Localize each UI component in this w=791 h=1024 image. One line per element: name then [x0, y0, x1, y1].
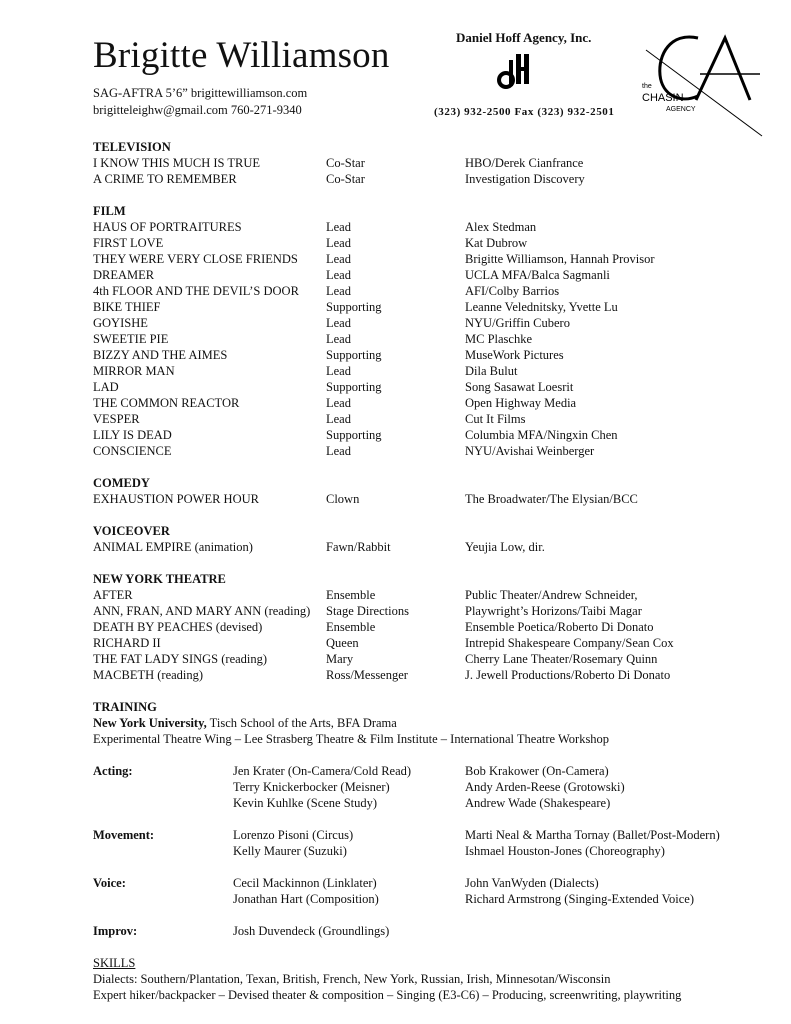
credit-production: Playwright’s Horizons/Taibi Magar — [465, 604, 642, 618]
training-row — [93, 779, 773, 795]
training-teacher: Andrew Wade (Shakespeare) — [465, 796, 611, 810]
credit-row — [93, 603, 773, 619]
credit-title: AFTER — [93, 588, 133, 602]
credit-role: Lead — [326, 252, 351, 266]
credit-title: MIRROR MAN — [93, 364, 175, 378]
credit-title: RICHARD II — [93, 636, 161, 650]
training-row — [93, 891, 773, 907]
credit-production: Open Highway Media — [465, 396, 577, 410]
training-row — [93, 923, 773, 939]
credit-production: NYU/Avishai Weinberger — [465, 444, 595, 458]
credit-production: Cherry Lane Theater/Rosemary Quinn — [465, 652, 658, 666]
credit-row — [93, 427, 773, 443]
credit-role: Lead — [326, 268, 351, 282]
credit-role: Lead — [326, 332, 351, 346]
credit-production: Leanne Velednitsky, Yvette Lu — [465, 300, 618, 314]
training-teacher: Ishmael Houston-Jones (Choreography) — [465, 844, 665, 858]
credit-title: HAUS OF PORTRAITURES — [93, 220, 242, 234]
training-teacher: Jen Krater (On-Camera/Cold Read) — [233, 764, 412, 778]
ca-the-text: the — [642, 83, 652, 90]
credit-role: Co-Star — [326, 172, 365, 186]
credit-production: Public Theater/Andrew Schneider, — [465, 588, 638, 602]
credit-role: Co-Star — [326, 156, 365, 170]
credit-row — [93, 491, 773, 507]
skills-dialects: Dialects: Southern/Plantation, Texan, British, French, New York, Russian, Irish, Minnesotan/Wisconsin — [93, 972, 611, 986]
credit-title: THE COMMON REACTOR — [93, 396, 240, 410]
skills-other: Expert hiker/backpacker – Devised theater & composition – Singing (E3-C6) – Producing, screenwriting, playwriting — [93, 988, 682, 1002]
credit-role: Clown — [326, 492, 360, 506]
credit-role: Lead — [326, 364, 351, 378]
training-teacher: Jonathan Hart (Composition) — [233, 892, 379, 906]
credit-row — [93, 395, 773, 411]
credit-role: Lead — [326, 444, 351, 458]
training-teacher: Andy Arden-Reese (Grotowski) — [465, 780, 625, 794]
credit-row — [93, 331, 773, 347]
training-heading: TRAINING — [93, 700, 157, 714]
credit-row — [93, 379, 773, 395]
section-heading: NEW YORK THEATRE — [93, 572, 226, 586]
credit-title: LAD — [93, 380, 119, 394]
credit-row — [93, 363, 773, 379]
training-groups — [93, 763, 773, 955]
credit-title: ANIMAL EMPIRE (animation) — [93, 540, 253, 554]
credit-title: THE FAT LADY SINGS (reading) — [93, 652, 268, 666]
credit-production: The Broadwater/The Elysian/BCC — [465, 492, 638, 506]
training-category: Improv: — [93, 924, 138, 938]
credit-role: Queen — [326, 636, 359, 650]
credit-production: Kat Dubrow — [465, 236, 528, 250]
credit-role: Lead — [326, 236, 351, 250]
credit-title: SWEETIE PIE — [93, 332, 169, 346]
credit-production: Investigation Discovery — [465, 172, 585, 186]
credit-production: Song Sasawat Loesrit — [465, 380, 574, 394]
credit-row — [93, 283, 773, 299]
credit-role: Lead — [326, 412, 351, 426]
training-programs: Experimental Theatre Wing – Lee Strasberg Theatre & Film Institute – International Theatre Workshop — [93, 732, 610, 746]
training-teacher: Kevin Kuhlke (Scene Study) — [233, 796, 378, 810]
credit-title: BIKE THIEF — [93, 300, 161, 314]
section-heading: VOICEOVER — [93, 524, 170, 538]
training-category: Acting: — [93, 764, 133, 778]
credit-role: Lead — [326, 284, 351, 298]
credit-role: Supporting — [326, 300, 382, 314]
credit-role: Ross/Messenger — [326, 668, 408, 682]
credit-row — [93, 235, 773, 251]
credit-production: HBO/Derek Cianfrance — [465, 156, 584, 170]
credit-title: LILY IS DEAD — [93, 428, 172, 442]
daniel-hoff-logo — [496, 52, 530, 97]
training-row — [93, 763, 773, 779]
credit-title: EXHAUSTION POWER HOUR — [93, 492, 259, 506]
credit-row — [93, 411, 773, 427]
credit-title: VESPER — [93, 412, 140, 426]
credit-production: Brigitte Williamson, Hannah Provisor — [465, 252, 655, 266]
credit-role: Supporting — [326, 348, 382, 362]
credit-production: Alex Stedman — [465, 220, 537, 234]
credit-production: AFI/Colby Barrios — [465, 284, 560, 298]
credit-title: I KNOW THIS MUCH IS TRUE — [93, 156, 261, 170]
credit-row — [93, 619, 773, 635]
credit-row — [93, 315, 773, 331]
section-heading: COMEDY — [93, 476, 150, 490]
credit-role: Mary — [326, 652, 354, 666]
credit-row — [93, 267, 773, 283]
ca-chasin-text: CHASIN — [642, 92, 684, 104]
agency-name: Daniel Hoff Agency, Inc. — [456, 30, 592, 45]
ca-agency-text: AGENCY — [666, 106, 696, 113]
actor-name: Brigitte Williamson — [93, 35, 390, 76]
credit-role: Ensemble — [326, 620, 376, 634]
credit-row — [93, 651, 773, 667]
training-teacher: Marti Neal & Martha Tornay (Ballet/Post-Modern) — [465, 828, 720, 842]
credits-list — [93, 139, 773, 699]
credit-role: Fawn/Rabbit — [326, 540, 391, 554]
credit-title: MACBETH (reading) — [93, 668, 204, 682]
credit-production: UCLA MFA/Balca Sagmanli — [465, 268, 610, 282]
credit-title: ANN, FRAN, AND MARY ANN (reading) — [93, 604, 311, 618]
chasin-agency-logo — [640, 30, 770, 145]
credit-production: Cut It Films — [465, 412, 526, 426]
credit-row — [93, 443, 773, 459]
credit-role: Lead — [326, 220, 351, 234]
credit-role: Lead — [326, 316, 351, 330]
credit-title: DEATH BY PEACHES (devised) — [93, 620, 263, 634]
credit-title: FIRST LOVE — [93, 236, 164, 250]
training-teacher: Terry Knickerbocker (Meisner) — [233, 780, 390, 794]
credit-production: Yeujia Low, dir. — [465, 540, 545, 554]
credit-row — [93, 219, 773, 235]
credit-production: J. Jewell Productions/Roberto Di Donato — [465, 668, 671, 682]
training-row — [93, 875, 773, 891]
credit-production: Ensemble Poetica/Roberto Di Donato — [465, 620, 654, 634]
union-height-website: SAG-AFTRA 5’6” brigittewilliamson.com — [93, 86, 308, 100]
credit-production: MuseWork Pictures — [465, 348, 564, 362]
credit-production: MC Plaschke — [465, 332, 533, 346]
credit-row — [93, 251, 773, 267]
credit-title: GOYISHE — [93, 316, 148, 330]
training-teacher: John VanWyden (Dialects) — [465, 876, 599, 890]
credit-row — [93, 171, 773, 187]
credit-row — [93, 539, 773, 555]
credit-row — [93, 347, 773, 363]
training-school-bold: New York University, — [93, 716, 207, 730]
training-teacher: Bob Krakower (On-Camera) — [465, 764, 609, 778]
credit-title: THEY WERE VERY CLOSE FRIENDS — [93, 252, 298, 266]
credit-role: Supporting — [326, 428, 382, 442]
credit-row — [93, 155, 773, 171]
credit-title: CONSCIENCE — [93, 444, 172, 458]
training-teacher: Richard Armstrong (Singing-Extended Voice) — [465, 892, 695, 906]
credit-title: BIZZY AND THE AIMES — [93, 348, 228, 362]
credit-title: A CRIME TO REMEMBER — [93, 172, 237, 186]
agency-phone: (323) 932-2500 Fax (323) 932-2501 — [434, 106, 615, 118]
email-phone: brigitteleighw@gmail.com 760-271-9340 — [93, 103, 302, 117]
skills-heading: SKILLS — [93, 956, 136, 970]
training-row — [93, 843, 773, 859]
training-category: Voice: — [93, 876, 126, 890]
training-teacher: Cecil Mackinnon (Linklater) — [233, 876, 377, 890]
credit-production: Dila Bulut — [465, 364, 518, 378]
training-row — [93, 827, 773, 843]
credit-row — [93, 667, 773, 683]
resume-body — [93, 139, 773, 1003]
credit-role: Lead — [326, 396, 351, 410]
credit-role: Supporting — [326, 380, 382, 394]
credit-role: Stage Directions — [326, 604, 409, 618]
section-heading: FILM — [93, 204, 126, 218]
credit-production: Intrepid Shakespeare Company/Sean Cox — [465, 636, 674, 650]
training-school — [93, 715, 773, 731]
credit-row — [93, 299, 773, 315]
credit-production: NYU/Griffin Cubero — [465, 316, 570, 330]
section-heading: TELEVISION — [93, 140, 171, 154]
credit-production: Columbia MFA/Ningxin Chen — [465, 428, 618, 442]
credit-role: Ensemble — [326, 588, 376, 602]
training-teacher: Lorenzo Pisoni (Circus) — [233, 828, 354, 842]
training-school-rest: Tisch School of the Arts, BFA Drama — [206, 716, 397, 730]
credit-title: 4th FLOOR AND THE DEVIL’S DOOR — [93, 284, 299, 298]
credit-title: DREAMER — [93, 268, 155, 282]
training-row — [93, 795, 773, 811]
training-teacher: Josh Duvendeck (Groundlings) — [233, 924, 390, 938]
training-teacher: Kelly Maurer (Suzuki) — [233, 844, 347, 858]
credit-row — [93, 587, 773, 603]
training-category: Movement: — [93, 828, 155, 842]
credit-row — [93, 635, 773, 651]
